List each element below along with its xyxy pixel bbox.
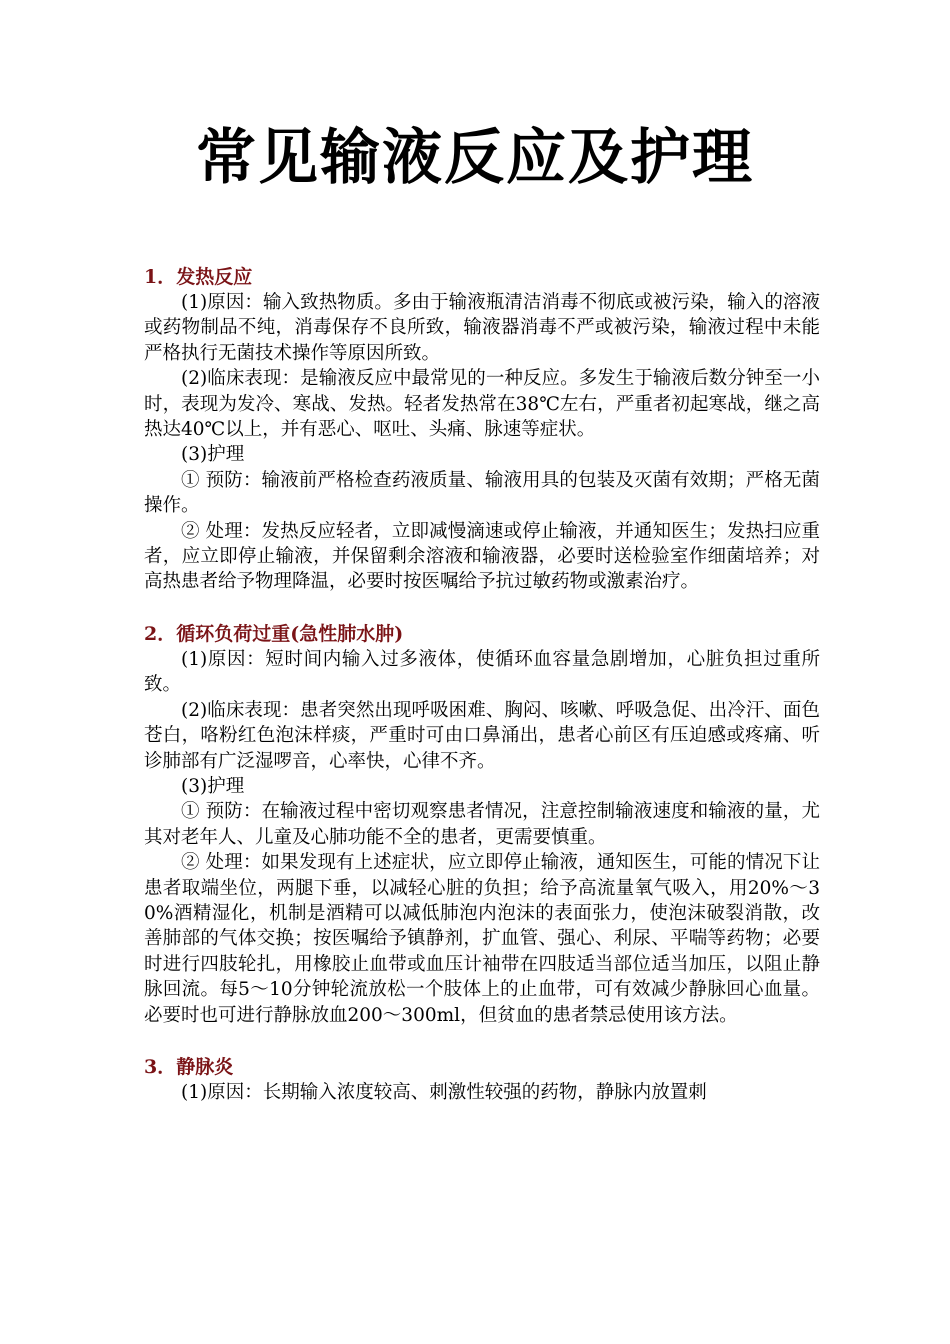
- paragraph: (2)临床表现：是输液反应中最常见的一种反应。多发生于输液后数分钟至一小时，表现为发冷、寒战、发热。轻者发热常在38℃左右，严重者初起寒战，继之高热达40℃以上，并有恶心、呕吐、头痛、脉速等症状。: [144, 368, 820, 441]
- paragraph: ② 处理：发热反应轻者，立即减慢滴速或停止输液，并通知医生；发热扫应重者，应立即停止输液，并保留剩余溶液和输液器，必要时送检验室作细菌培养；对高热患者给予物理降温，必要时按医嘱给予抗过敏药物或激素治疗。: [144, 520, 820, 593]
- paragraph: ② 处理：如果发现有上述症状，应立即停止输液，通知医生，可能的情况下让患者取端坐位，两腿下垂，以减轻心脏的负担；给予高流量氧气吸入，用20%～30%酒精湿化，机制是酒精可以减低肺泡内泡沫的表面张力，使泡沫破裂消散，改善肺部的气体交换；按医嘱给予镇静剂，扩血管、强心、利尿、平喘等药物；必要时进行四肢轮扎，用橡胶止血带或血压计袖带在四肢适当部位适当加压，以阻止静脉回流。每5～10分钟轮流放松一个肢体上的止血带，可有效减少静脉回心血量。必要时也可进行静脉放血200～300ml，但贫血的患者禁忌使用该方法。: [144, 852, 820, 1026]
- section-heading: 2．循环负荷过重(急性肺水肿): [144, 622, 404, 645]
- section-circulatory-overload: [144, 621, 820, 1028]
- section-heading: 1．发热反应: [144, 266, 253, 288]
- paragraph: (1)原因：输入致热物质。多由于输液瓶清洁消毒不彻底或被污染，输入的溶液或药物制品不纯，消毒保存不良所致，输液器消毒不严或被污染，输液过程中未能严格执行无菌技术操作等原因所致。: [144, 292, 820, 364]
- paragraph: ① 预防：在输液过程中密切观察患者情况，注意控制输液速度和输液的量，尤其对老年人、儿童及心肺功能不全的患者，更需要慎重。: [144, 801, 820, 848]
- document-body: [144, 264, 820, 1105]
- paragraph: (1)原因：长期输入浓度较高、刺激性较强的药物，静脉内放置刺: [181, 1081, 707, 1103]
- paragraph: (1)原因：短时间内输入过多液体，使循环血容量急剧增加，心脏负担过重所致。: [144, 648, 820, 696]
- section-heading: 3．静脉炎: [144, 1055, 234, 1078]
- paragraph: (3)护理: [181, 444, 245, 466]
- page-title: 常见输液反应及护理: [196, 123, 754, 193]
- paragraph: ① 预防：输液前严格检查药液质量、输液用具的包装及灭菌有效期；严格无菌操作。: [144, 469, 820, 517]
- paragraph: (3)护理: [181, 775, 245, 797]
- section-fever-reaction: [144, 264, 820, 595]
- paragraph: (2)临床表现：患者突然出现呼吸困难、胸闷、咳嗽、呼吸急促、出冷汗、面色苍白，咯粉红色泡沫样痰，严重时可由口鼻涌出，患者心前区有压迫感或疼痛、听诊肺部有广泛湿啰音，心率快，心律不齐。: [144, 699, 820, 772]
- section-phlebitis: [144, 1054, 820, 1105]
